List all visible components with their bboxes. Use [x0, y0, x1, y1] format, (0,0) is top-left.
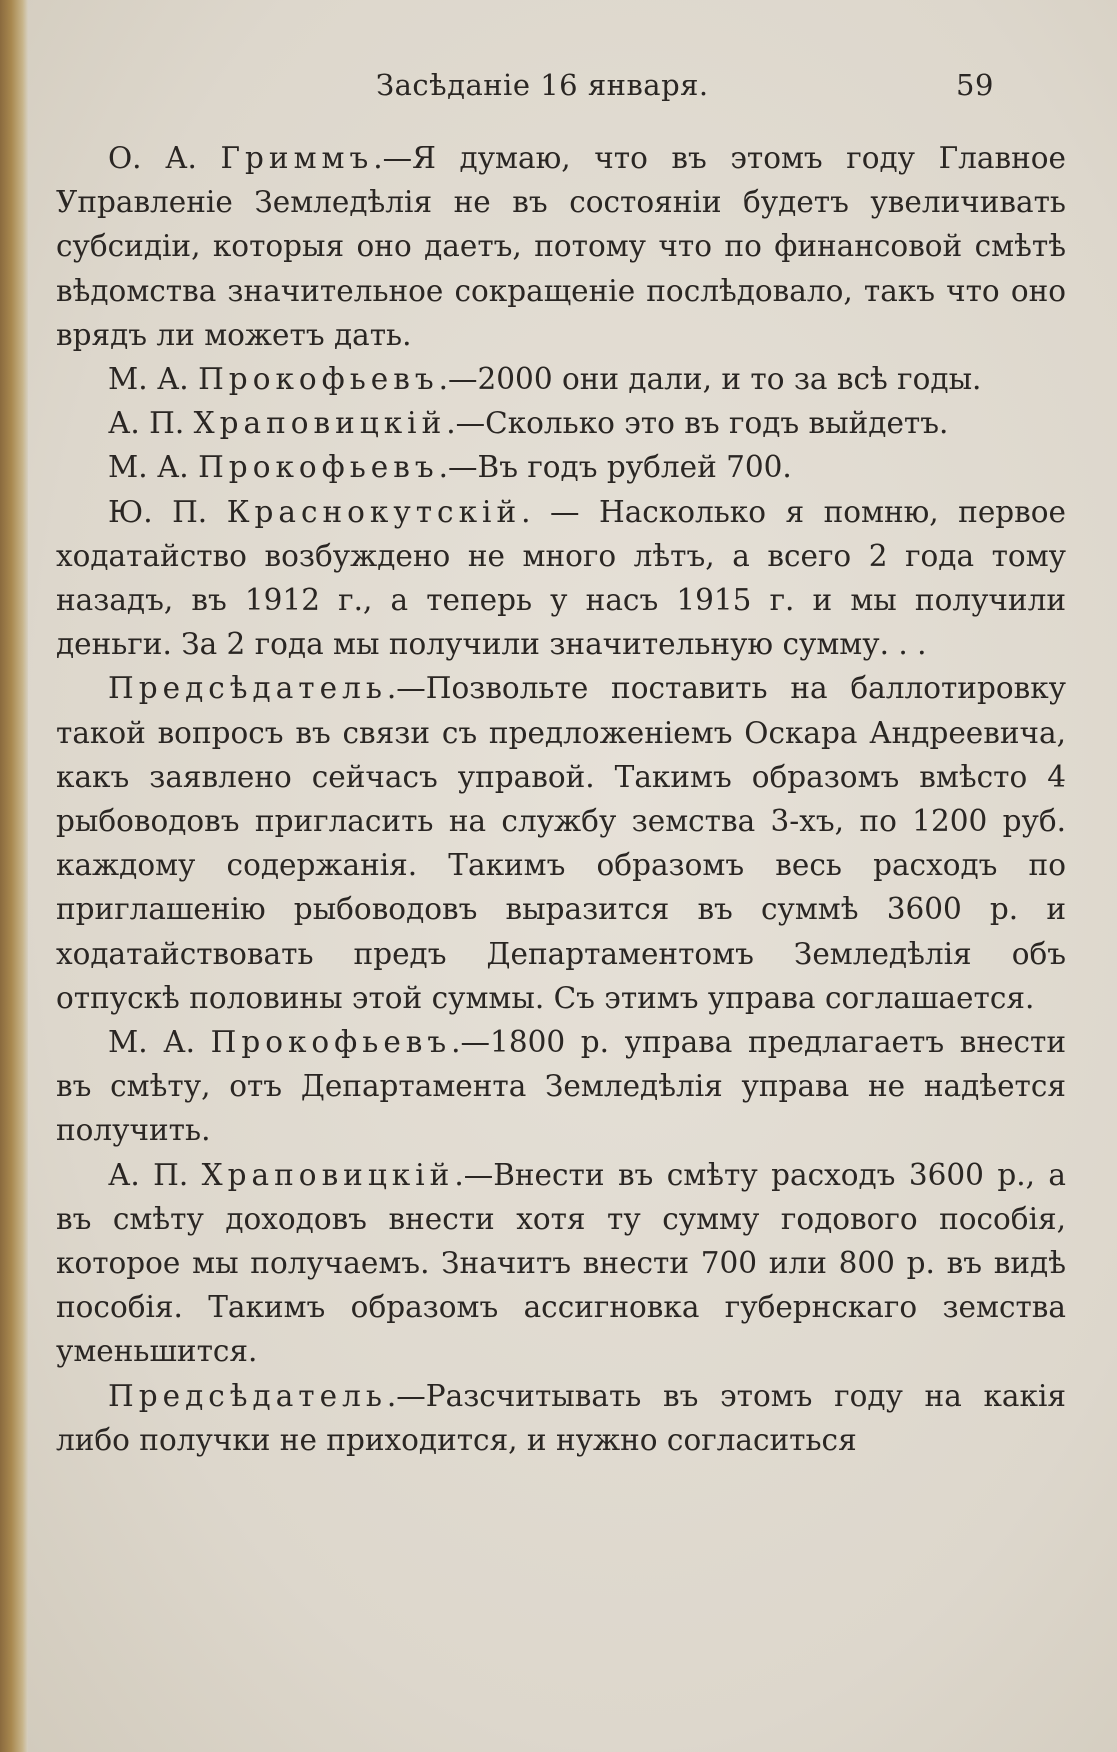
- speaker-name: Гриммъ: [220, 141, 374, 175]
- paragraph: [56, 357, 1066, 401]
- speaker-initials: М. А.: [108, 362, 189, 397]
- paragraph: [56, 401, 1066, 445]
- speech-text: .—1800 р. управа предлагаетъ внести въ смѣту, отъ Департамента Земледѣлія управа не надѣется получить.: [56, 1025, 1066, 1148]
- speech-text: .—2000 они дали, и то за всѣ годы.: [438, 362, 982, 397]
- speaker-name: Прокофьевъ: [198, 450, 439, 485]
- body-text: [56, 136, 1066, 1462]
- paragraph: [56, 490, 1066, 667]
- paragraph: [56, 1153, 1066, 1374]
- speaker-name: Прокофьевъ: [198, 362, 439, 397]
- speech-text: .—Позвольте поставить на баллотировку такой вопросъ въ связи съ предложеніемъ Оскара Андреевича, какъ заявлено сейчасъ управой. Такимъ образомъ вмѣсто 4 рыбоводовъ пригласить на службу земства 3-хъ, по 1200 руб. каждому содержанія. Такимъ образомъ весь расходъ по приглашенію рыбоводовъ выразится въ суммѣ 3600 р. и ходатайствовать предъ Департаментомъ Земледѣлія объ отпускѣ половины этой суммы. Съ этимъ управа соглашается.: [56, 671, 1066, 1015]
- speech-text: .—Внести въ смѣту расходъ 3600 р., а въ смѣту доходовъ внести хотя ту сумму годового пособія, которое мы получаемъ. Значитъ внести 700 или 800 р. въ видѣ пособія. Такимъ образомъ ассигновка губернскаго земства уменьшится.: [56, 1157, 1066, 1369]
- speaker-initials: М. А.: [108, 450, 189, 485]
- book-page: [28, 0, 1117, 1752]
- book-spine: [0, 0, 28, 1752]
- speaker-name: Прокофьевъ: [210, 1025, 452, 1060]
- speech-text: .—Въ годъ рублей 700.: [438, 450, 792, 485]
- paragraph: [56, 1374, 1066, 1462]
- speaker-initials: О. А.: [108, 141, 197, 175]
- speaker-name: Краснокутскій: [226, 494, 522, 529]
- paragraph: [56, 1020, 1066, 1153]
- speaker-initials: Ю. П.: [108, 494, 208, 529]
- page-number: 59: [956, 68, 994, 102]
- speaker-name: Храповицкій: [201, 1157, 455, 1192]
- speech-text: .—Сколько это въ годъ выйдетъ.: [446, 406, 949, 441]
- speech-text: . — Насколько я помню, первое ходатайство возбуждено не много лѣтъ, а всего 2 года тому назадъ, въ 1912 г., а теперь у насъ 1915 г. и мы получили деньги. За 2 года мы получили значительную сумму. . .: [56, 494, 1067, 662]
- paragraph: [56, 666, 1066, 1020]
- speaker-initials: А. П.: [108, 1157, 189, 1192]
- header-title: Засѣданіе 16 января.: [376, 68, 709, 102]
- speaker-initials: А. П.: [108, 406, 185, 441]
- speaker-name: Храповицкій: [193, 406, 447, 441]
- speaker-name: Предсѣдатель: [108, 671, 387, 706]
- speaker-initials: М. А.: [108, 1025, 195, 1060]
- paragraph: [56, 445, 1066, 489]
- paragraph: [56, 136, 1066, 357]
- speech-text: .—Я думаю, что въ этомъ году Главное Управленіе Земледѣлія не въ состояніи будетъ увеличивать субсидіи, которыя оно даетъ, потому что по финансовой смѣтѣ вѣдомства значительное сокращеніе послѣдовало, такъ что оно врядъ ли можетъ дать.: [56, 141, 1066, 352]
- running-header: [28, 60, 1117, 110]
- speaker-name: Предсѣдатель: [108, 1378, 387, 1413]
- speech-text: .—Разсчитывать въ этомъ году на какія либо получки не приходится, и нужно согласиться: [56, 1378, 1066, 1457]
